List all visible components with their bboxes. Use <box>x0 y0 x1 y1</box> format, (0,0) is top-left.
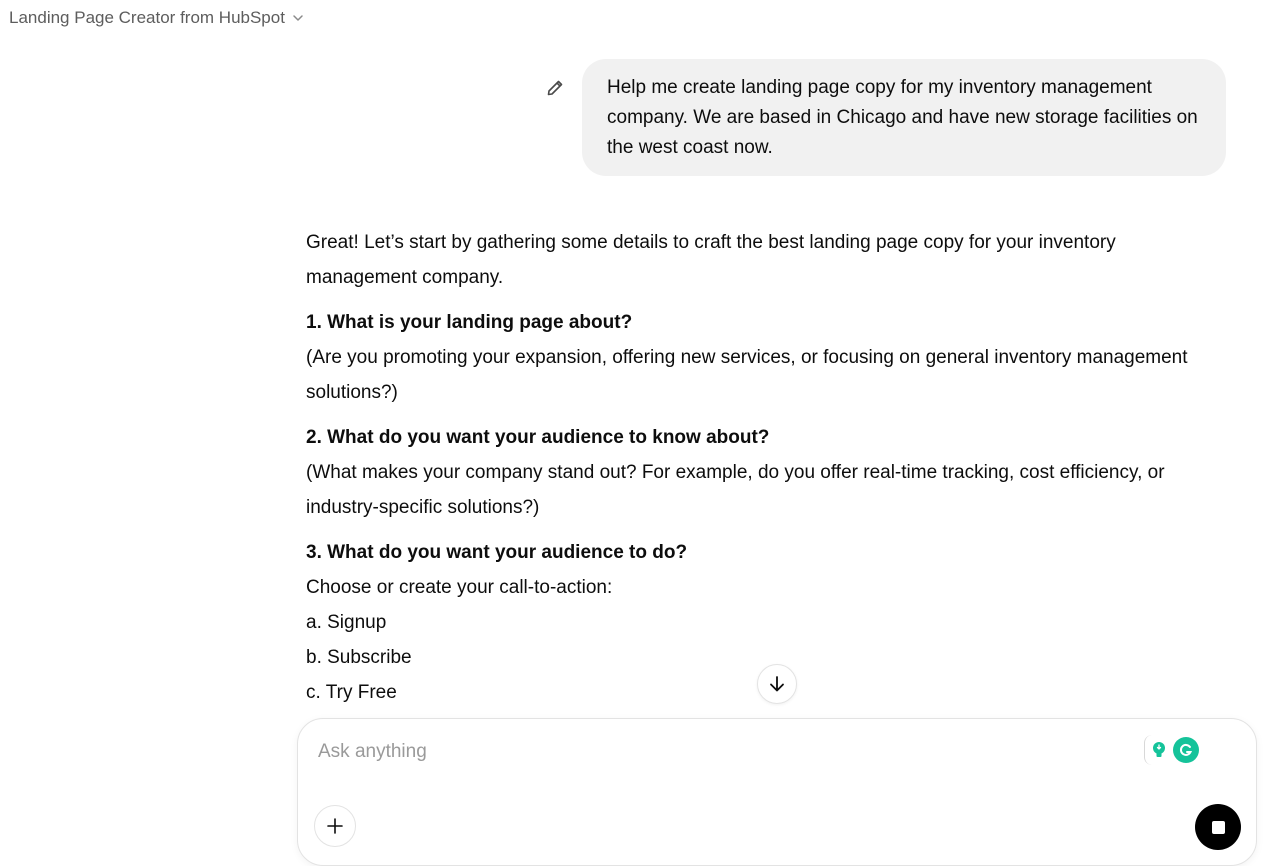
question-1: 1. What is your landing page about? <box>306 312 633 333</box>
scroll-to-bottom-button[interactable] <box>757 664 797 704</box>
prompt-input[interactable] <box>318 739 1098 765</box>
plus-icon <box>325 816 345 836</box>
chevron-down-icon <box>291 11 305 25</box>
stop-icon <box>1212 821 1225 834</box>
composer <box>297 718 1257 866</box>
question-3: 3. What do you want your audience to do? <box>306 542 688 563</box>
assistant-intro: Great! Let’s start by gathering some details to craft the best landing page copy for your inventory management company. <box>306 232 1116 288</box>
cta-option: b. Subscribe <box>306 647 412 668</box>
grammarly-icon[interactable] <box>1173 737 1199 763</box>
add-attachment-button[interactable] <box>314 805 356 847</box>
stop-generating-button[interactable] <box>1195 804 1241 850</box>
lightbulb-icon <box>1149 740 1169 760</box>
gpt-selector[interactable] <box>9 8 305 28</box>
grammarly-g-glyph <box>1178 742 1194 758</box>
arrow-down-icon <box>767 674 787 694</box>
cta-option: c. Try Free <box>306 682 397 703</box>
gpt-title: Landing Page Creator from HubSpot <box>9 8 285 27</box>
edit-message-button[interactable] <box>544 77 566 99</box>
grammarly-widget[interactable] <box>1144 735 1200 765</box>
assistant-message <box>306 225 1216 710</box>
question-3-lead: Choose or create your call-to-action: <box>306 577 613 598</box>
question-2-hint: (What makes your company stand out? For example, do you offer real-time tracking, cost efficiency, or industry-specific solutions?) <box>306 462 1165 518</box>
question-2: 2. What do you want your audience to know about? <box>306 427 770 448</box>
cta-option: a. Signup <box>306 612 387 633</box>
pencil-icon <box>545 78 565 98</box>
user-message-text: Help me create landing page copy for my inventory management company. We are based in Chicago and have new storage facilities on the west coast now. <box>607 77 1198 158</box>
question-1-hint: (Are you promoting your expansion, offering new services, or focusing on general inventory management solutions?) <box>306 347 1188 403</box>
user-message <box>582 59 1226 176</box>
